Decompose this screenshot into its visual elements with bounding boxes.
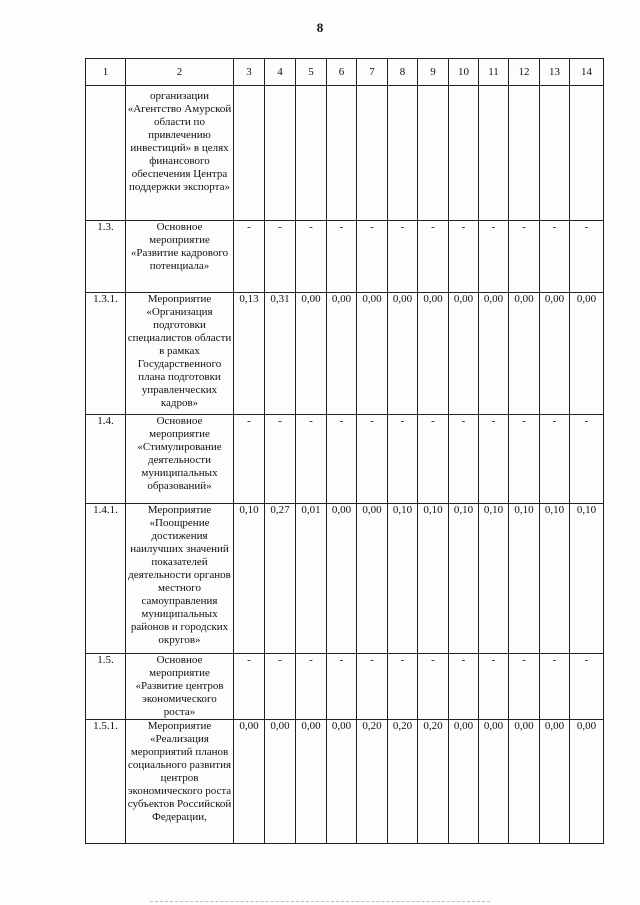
value-cell: 0,10 [449,504,479,654]
value-cell: - [479,654,509,720]
value-cell: 0,10 [234,504,265,654]
value-cell [570,86,604,221]
column-header: 14 [570,59,604,86]
column-header: 4 [265,59,296,86]
value-cell: - [265,415,296,504]
column-header: 9 [418,59,449,86]
value-cell: 0,00 [540,293,570,415]
column-header: 3 [234,59,265,86]
table-row [86,415,604,504]
column-header: 6 [327,59,357,86]
value-cell: - [265,654,296,720]
value-cell: 0,00 [509,720,540,844]
page-bottom-edge [150,901,490,903]
value-cell: 0,00 [357,504,388,654]
value-cell: - [357,415,388,504]
value-cell: - [357,654,388,720]
value-cell: - [388,654,418,720]
value-cell: 0,00 [449,293,479,415]
value-cell [418,86,449,221]
value-cell: - [327,654,357,720]
table-row [86,221,604,293]
value-cell: - [418,221,449,293]
value-cell: 0,10 [509,504,540,654]
row-number: 1.5. [86,654,126,720]
value-cell: - [570,654,604,720]
value-cell: 0,00 [265,720,296,844]
value-cell: 0,00 [234,720,265,844]
value-cell [234,86,265,221]
row-number: 1.3.1. [86,293,126,415]
value-cell: 0,00 [296,720,327,844]
column-header: 2 [126,59,234,86]
indicator-table [85,58,604,844]
table-row [86,720,604,844]
value-cell: - [357,221,388,293]
value-cell: 0,01 [296,504,327,654]
value-cell [509,86,540,221]
value-cell: 0,00 [570,720,604,844]
value-cell: - [234,654,265,720]
value-cell: - [418,415,449,504]
value-cell [265,86,296,221]
value-cell: 0,00 [327,293,357,415]
value-cell: - [570,221,604,293]
value-cell: - [449,221,479,293]
row-name: Основное мероприятие «Развитие центров экономического роста» [126,654,234,720]
value-cell [357,86,388,221]
row-name: Мероприятие «Реализация мероприятий планов социального развития центров экономического роста субъектов Российской Федерации, [126,720,234,844]
value-cell: - [327,221,357,293]
row-name: Основное мероприятие «Стимулирование деятельности муниципальных образований» [126,415,234,504]
table-row [86,504,604,654]
value-cell: 0,00 [388,293,418,415]
value-cell: 0,31 [265,293,296,415]
value-cell: - [540,415,570,504]
value-cell: 0,10 [570,504,604,654]
column-header: 7 [357,59,388,86]
value-cell: - [388,221,418,293]
row-number: 1.4.1. [86,504,126,654]
value-cell: 0,00 [540,720,570,844]
value-cell: 0,00 [327,720,357,844]
value-cell [296,86,327,221]
row-number: 1.4. [86,415,126,504]
value-cell: - [327,415,357,504]
column-header: 1 [86,59,126,86]
column-header: 11 [479,59,509,86]
row-number: 1.5.1. [86,720,126,844]
value-cell: - [479,415,509,504]
value-cell: 0,00 [449,720,479,844]
value-cell: - [509,415,540,504]
value-cell: 0,00 [296,293,327,415]
value-cell: 0,00 [479,293,509,415]
value-cell: 0,27 [265,504,296,654]
value-cell: - [540,654,570,720]
column-header: 8 [388,59,418,86]
value-cell [449,86,479,221]
value-cell: 0,00 [418,293,449,415]
value-cell: - [296,221,327,293]
value-cell: 0,20 [418,720,449,844]
row-name: Мероприятие «Организация подготовки специалистов области в рамках Государственного плана подготовки управленческих кадров» [126,293,234,415]
row-number [86,86,126,221]
value-cell [327,86,357,221]
value-cell: 0,10 [540,504,570,654]
value-cell: 0,10 [388,504,418,654]
value-cell [388,86,418,221]
value-cell: - [449,415,479,504]
value-cell: - [388,415,418,504]
value-cell: - [234,221,265,293]
table-row [86,86,604,221]
page-number: 8 [316,20,324,35]
value-cell: 0,00 [570,293,604,415]
value-cell: 0,00 [479,720,509,844]
column-header: 12 [509,59,540,86]
value-cell: 0,10 [418,504,449,654]
table-body [86,59,604,844]
value-cell: - [570,415,604,504]
value-cell: - [234,415,265,504]
value-cell: 0,10 [479,504,509,654]
value-cell: - [418,654,449,720]
column-header: 5 [296,59,327,86]
value-cell: 0,00 [509,293,540,415]
table-row [86,654,604,720]
value-cell: 0,13 [234,293,265,415]
value-cell: - [296,654,327,720]
value-cell [540,86,570,221]
column-header: 13 [540,59,570,86]
value-cell: - [449,654,479,720]
value-cell: 0,20 [388,720,418,844]
value-cell: 0,00 [357,293,388,415]
row-name: Основное мероприятие «Развитие кадрового потенциала» [126,221,234,293]
value-cell: - [265,221,296,293]
table-header-row [86,59,604,86]
value-cell: - [296,415,327,504]
row-name: Мероприятие «Поощрение достижения наилучших значений показателей деятельности органов местного самоуправления муниципальных районов и городских округов» [126,504,234,654]
table-row [86,293,604,415]
value-cell: - [540,221,570,293]
value-cell: 0,20 [357,720,388,844]
value-cell: - [509,221,540,293]
value-cell [479,86,509,221]
value-cell: - [479,221,509,293]
value-cell: 0,00 [327,504,357,654]
value-cell: - [509,654,540,720]
row-name: организации «Агентство Амурской области по привлечению инвестиций» в целях финансового обеспечения Центра поддержки экспорта» [126,86,234,221]
row-number: 1.3. [86,221,126,293]
column-header: 10 [449,59,479,86]
